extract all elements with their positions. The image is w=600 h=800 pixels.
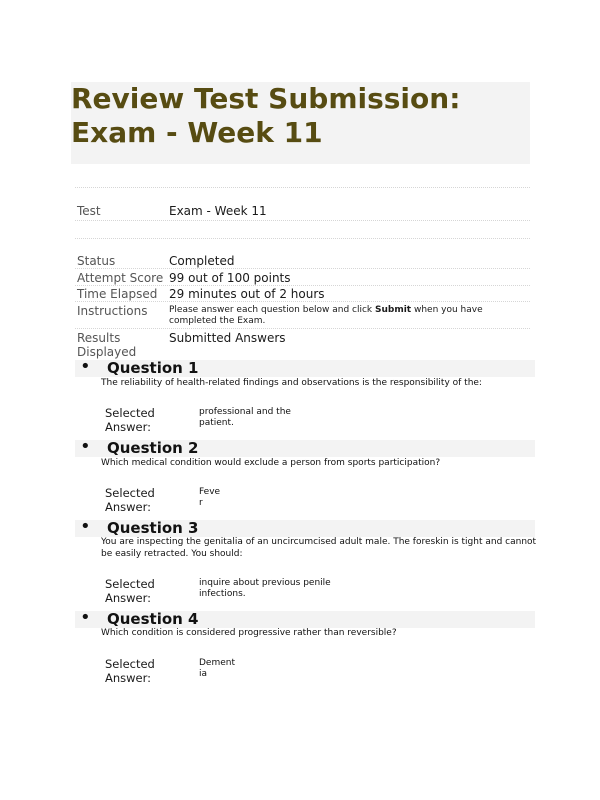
question-header <box>75 436 535 457</box>
question-title: Question 2 <box>107 439 199 457</box>
instructions-text-post: when you have completed the Exam. <box>169 305 483 326</box>
divider <box>75 187 530 188</box>
instructions-value <box>169 305 524 327</box>
question-title: Question 3 <box>107 519 199 537</box>
selected-answer-label: Selected Answer: <box>105 657 155 685</box>
bullet: • <box>80 356 91 377</box>
divider <box>75 268 530 269</box>
results-displayed-label: Results Displayed <box>77 331 137 359</box>
instructions-submit-word: Submit <box>375 305 412 315</box>
selected-answer-value: Feve r <box>199 487 221 508</box>
question-text: The reliability of health-related findings and observations is the responsibility of the: <box>101 378 482 388</box>
bullet: • <box>80 436 91 457</box>
question-text: Which medical condition would exclude a person from sports participation? <box>101 458 441 468</box>
results-displayed-value: Submitted Answers <box>169 331 286 345</box>
bullet: • <box>80 516 91 537</box>
divider <box>75 220 530 221</box>
question-title: Question 4 <box>107 610 199 628</box>
selected-answer-label: Selected Answer: <box>105 577 155 605</box>
question-header <box>75 516 535 537</box>
test-value: Exam - Week 11 <box>169 204 267 218</box>
question-text: You are inspecting the genitalia of an uncircumcised adult male. The foreskin is tight and cannot be easily retracted. You should: <box>101 537 537 559</box>
selected-answer-value: Dement ia <box>199 658 236 679</box>
divider <box>75 238 530 239</box>
test-label: Test <box>77 204 101 218</box>
question-header <box>75 356 535 377</box>
title-panel <box>71 82 530 164</box>
divider <box>75 328 530 329</box>
question-header <box>75 607 535 628</box>
selected-answer-value: inquire about previous penile infections. <box>199 578 331 599</box>
bullet: • <box>80 607 91 628</box>
status-label: Status <box>77 254 116 268</box>
time-elapsed-value: 29 minutes out of 2 hours <box>169 287 325 301</box>
divider <box>75 285 530 286</box>
selected-answer-label: Selected Answer: <box>105 406 155 434</box>
attempt-score-value: 99 out of 100 points <box>169 271 291 285</box>
time-elapsed-label: Time Elapsed <box>77 287 158 301</box>
selected-answer-label: Selected Answer: <box>105 486 155 514</box>
page-title: Review Test Submission: Exam - Week 11 <box>71 82 461 149</box>
status-value: Completed <box>169 254 235 268</box>
divider <box>75 301 530 302</box>
instructions-label: Instructions <box>77 304 148 318</box>
question-text: Which condition is considered progressive rather than reversible? <box>101 628 397 638</box>
attempt-score-label: Attempt Score <box>77 271 164 285</box>
question-title: Question 1 <box>107 359 199 377</box>
selected-answer-value: professional and the patient. <box>199 407 291 428</box>
instructions-text-pre: Please answer each question below and click <box>169 305 375 315</box>
